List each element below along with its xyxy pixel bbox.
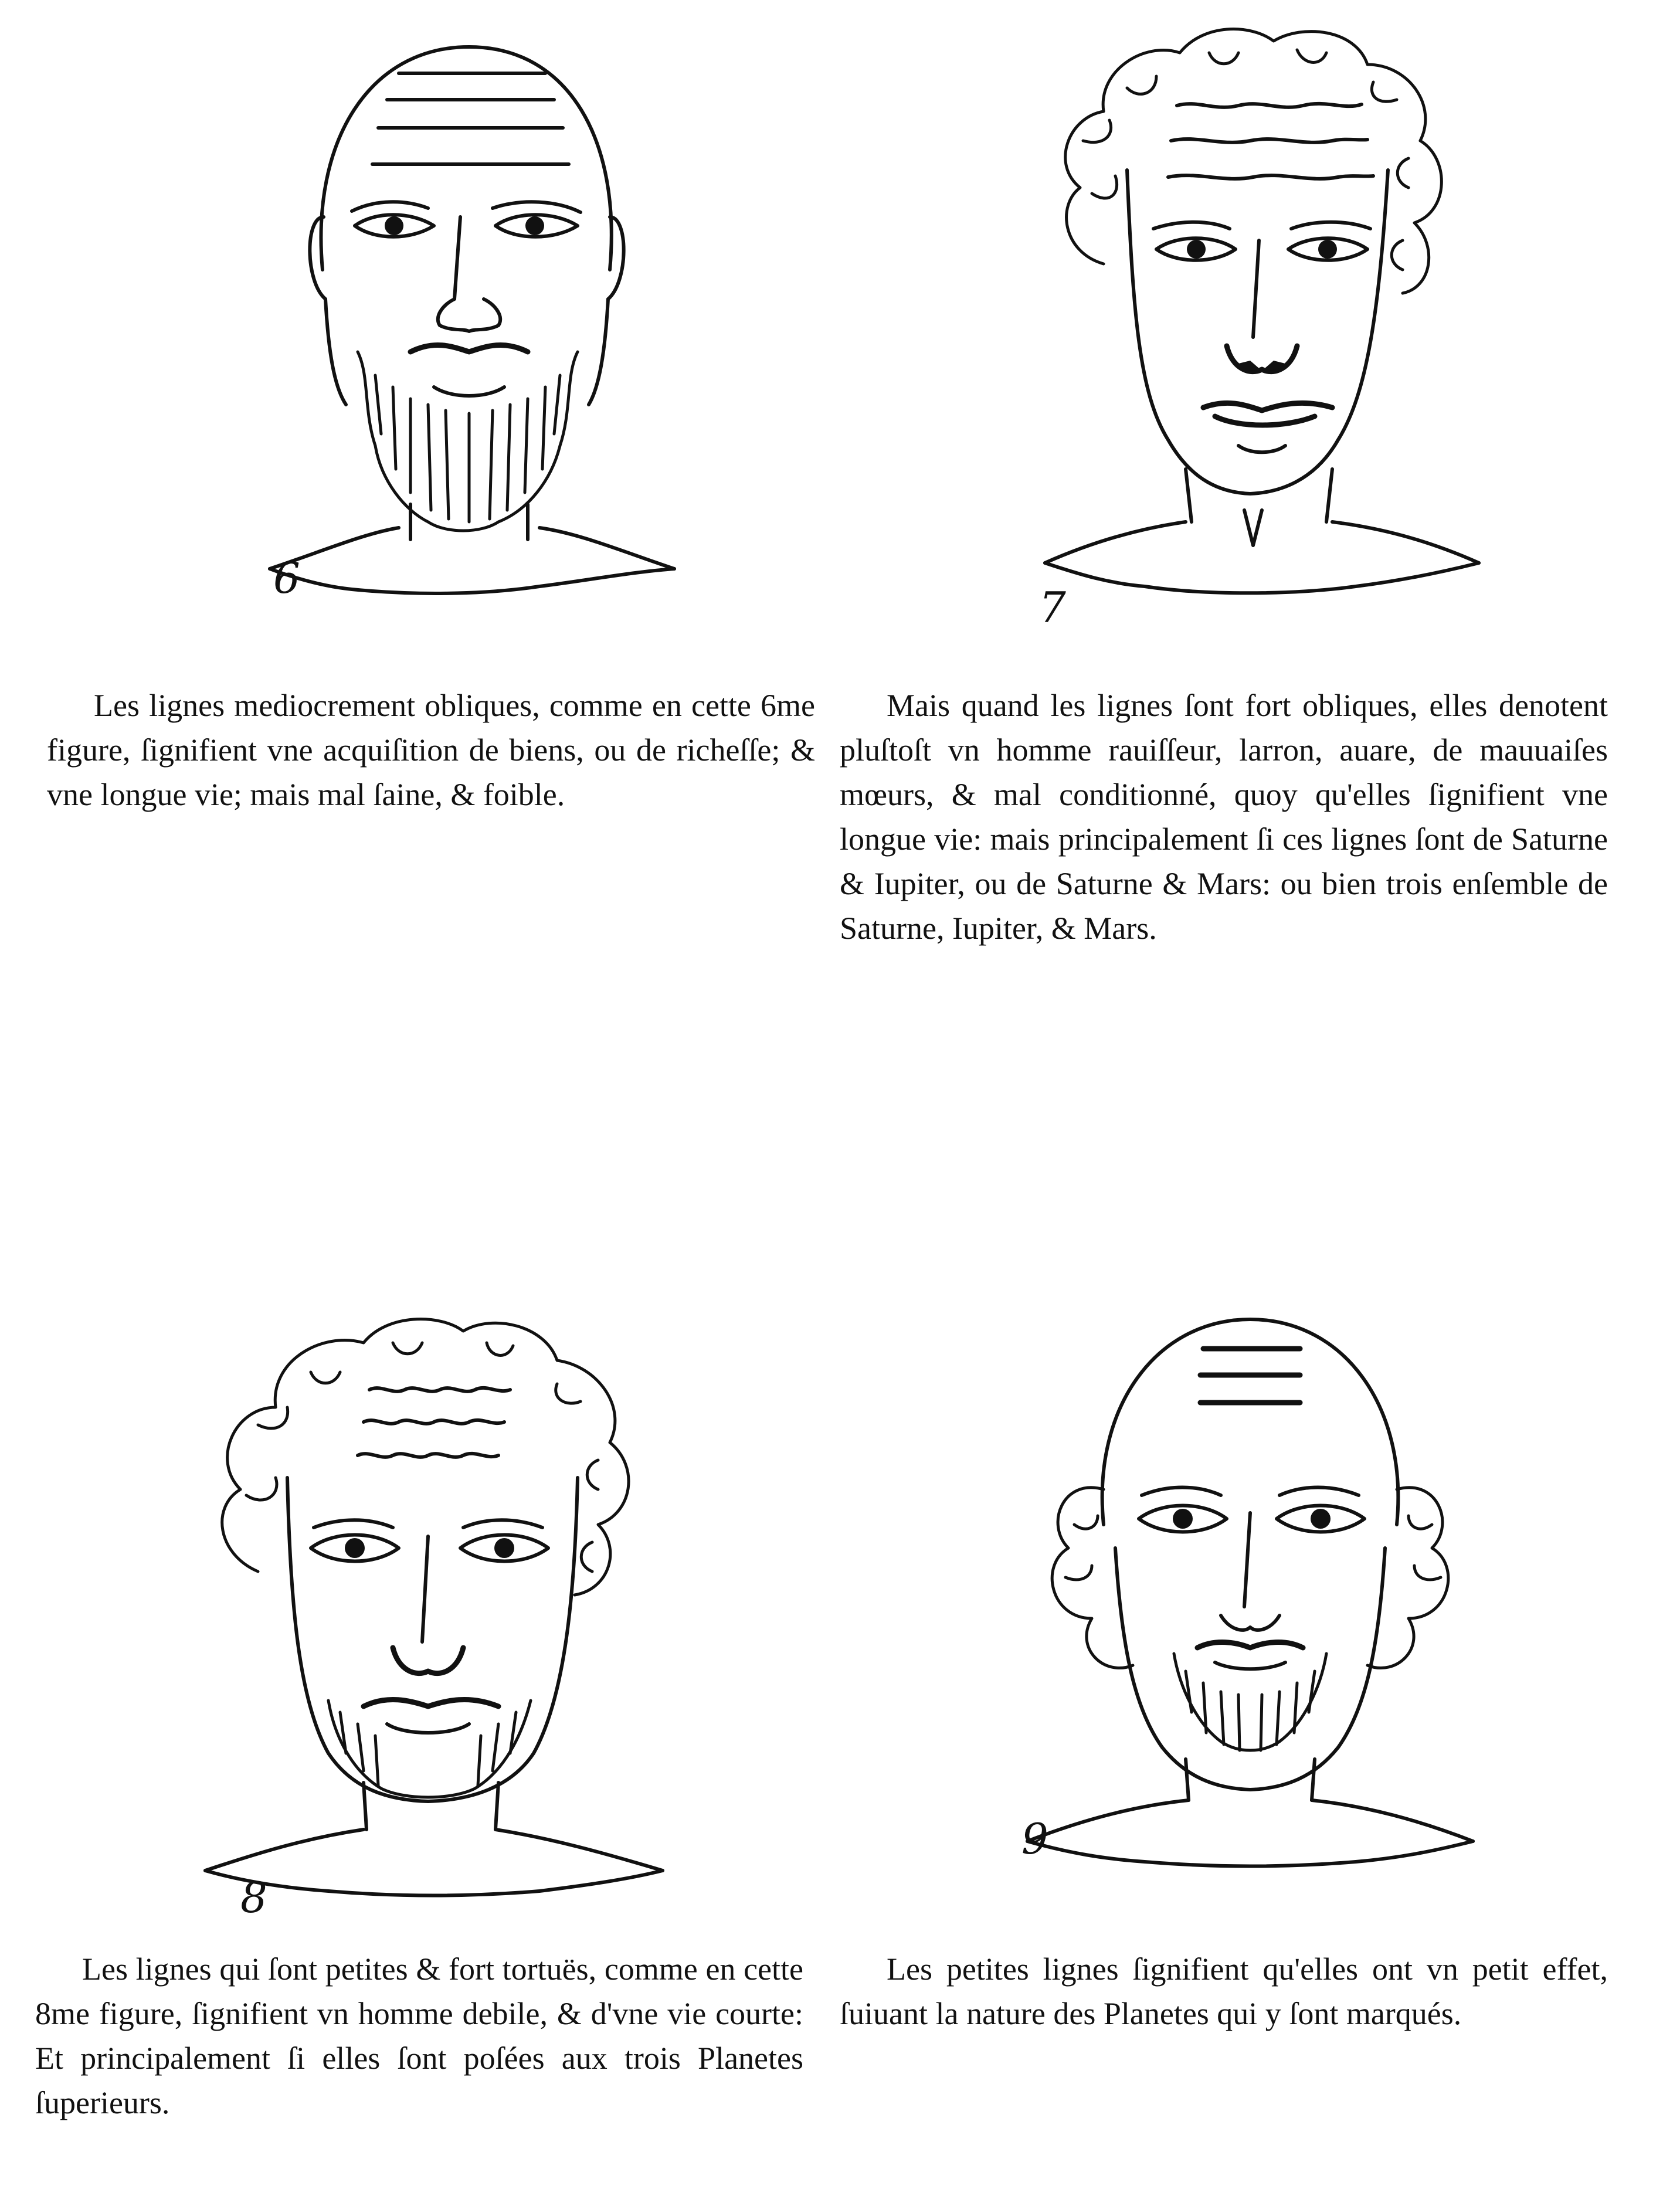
figure-8-number: 8: [240, 1873, 267, 1922]
figure-9-bald-bearded-head-woodcut: [1004, 1302, 1496, 1888]
figure-9-number: 9: [1021, 1814, 1048, 1864]
figure-6-caption-text: Les lignes mediocrement obliques, comme en cette 6me figure, ſignifient vne acquiſition de biens, ou de richeſſe; & vne longue vie; mais mal ſaine, & foible.: [47, 688, 815, 812]
figure-8-curly-haired-bearded-head-woodcut: [194, 1290, 674, 1912]
figure-7-number: 7: [1039, 583, 1066, 632]
figure-7-curly-haired-head-woodcut: [1027, 18, 1496, 632]
panel-figure-8: [0, 1114, 840, 2196]
panel-figure-6: [0, 0, 840, 1114]
figure-8-caption: [35, 1947, 803, 2125]
panel-figure-9: [840, 1114, 1680, 2196]
figure-8-caption-text: Les lignes qui ſont petites & fort tortuës, comme en cette 8me figure, ſignifient vn homme debile, & d'vne vie courte: Et principalement ſi elles ſont poſées aux trois Planetes ſuperieurs.: [35, 1951, 803, 2120]
figure-7-caption-text: Mais quand les lignes ſont fort obliques, elles denotent pluſtoſt vn homme rauiſſeur, larron, auare, de mauuaiſes mœurs, & mal conditionné, quoy qu'elles ſignifient vne longue vie: mais principalement ſi ces lignes ſont de Saturne & Iupiter, ou de Saturne & Mars: ou bien trois enſemble de Saturne, Iupiter, & Mars.: [840, 688, 1608, 946]
figure-6-number: 6: [273, 554, 300, 603]
figure-9-caption-text: Les petites lignes ſignifient qu'elles ont vn petit effet, ſuiuant la nature des Planetes qui y ſont marqués.: [840, 1951, 1608, 2031]
figure-9-caption: [840, 1947, 1608, 2036]
figure-7-caption: [840, 683, 1608, 951]
figure-6-bald-bearded-head-woodcut: [235, 23, 715, 610]
figure-6-caption: [47, 683, 815, 817]
panel-figure-7: [840, 0, 1680, 1114]
